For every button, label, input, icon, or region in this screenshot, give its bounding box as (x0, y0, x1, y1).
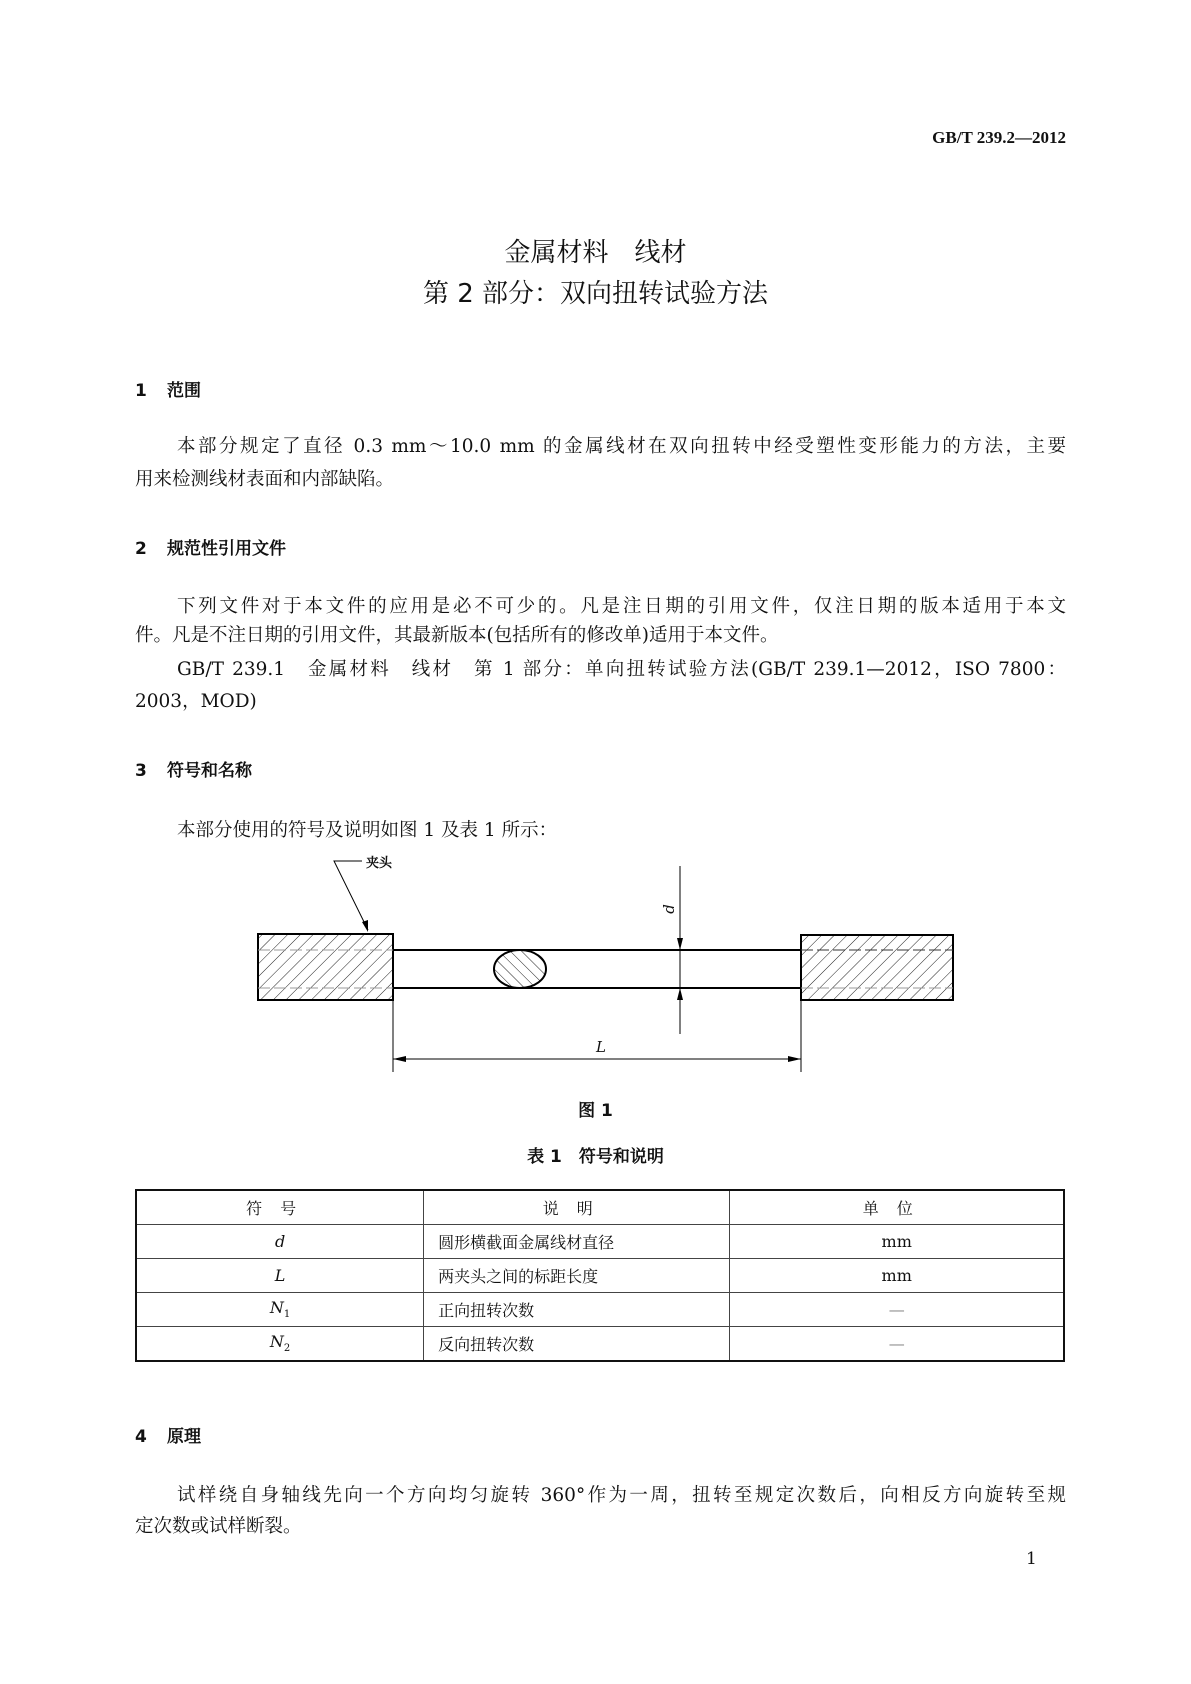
dim-d-label: d (659, 904, 678, 914)
right-grip (801, 935, 953, 1000)
grip-leader (334, 861, 368, 930)
unit-cell: — (730, 1293, 1064, 1327)
table-caption: 表 1 符号和说明 (527, 1147, 664, 1167)
paragraph-line: 件。凡是不注日期的引用文件，其最新版本(包括所有的修改单)适用于本文件。 (135, 625, 779, 646)
unit-cell: — (730, 1327, 1064, 1362)
section-2-heading: 2 规范性引用文件 (135, 539, 286, 559)
table-header-row (136, 1190, 1064, 1225)
paragraph-line: 2003，MOD) (135, 691, 257, 712)
paragraph-line: GB/T 239.1 金属材料 线材 第 1 部分：单向扭转试验方法(GB/T 239.1—2012，ISO 7800： (177, 659, 1066, 680)
symbol-cell: $N_2$ (136, 1327, 424, 1362)
table-row (136, 1293, 1064, 1327)
unit-cell: mm (730, 1225, 1064, 1259)
title-line-1: 金属材料 线材 (504, 238, 687, 268)
page-number: 1 (1026, 1549, 1037, 1569)
cross-section (494, 950, 546, 988)
figure-caption: 图 1 (578, 1101, 613, 1121)
title-line-2: 第 2 部分：双向扭转试验方法 (422, 279, 769, 309)
paragraph-line: 用来检测线材表面和内部缺陷。 (135, 469, 395, 490)
symbols-table (135, 1189, 1065, 1362)
unit-cell: mm (730, 1259, 1064, 1293)
left-grip (258, 934, 393, 1000)
table-row (136, 1327, 1064, 1362)
header-unit: 单位 (730, 1190, 1064, 1225)
description-cell: 两夹头之间的标距长度 (424, 1259, 730, 1293)
section-1-heading: 1 范围 (135, 381, 201, 401)
grip-label: 夹头 (366, 856, 393, 871)
table-row (136, 1259, 1064, 1293)
section-3-heading: 3 符号和名称 (135, 761, 252, 781)
paragraph-line: 下列文件对于本文件的应用是必不可少的。凡是注日期的引用文件，仅注日期的版本适用于本文 (177, 596, 1066, 617)
paragraph-line: 试样绕自身轴线先向一个方向均匀旋转 360°作为一周，扭转至规定次数后，向相反方向旋转至规 (177, 1485, 1066, 1506)
paragraph-line: 定次数或试样断裂。 (135, 1516, 302, 1537)
description-cell: 圆形横截面金属线材直径 (424, 1225, 730, 1259)
section-4-heading: 4 原理 (135, 1427, 201, 1447)
symbol-cell: $N_1$ (136, 1293, 424, 1327)
standard-code: GB/T 239.2—2012 (932, 128, 1066, 147)
description-cell: 反向扭转次数 (424, 1327, 730, 1362)
header-symbol: 符号 (136, 1190, 424, 1225)
paragraph-line: 本部分规定了直径 0.3 mm～10.0 mm 的金属线材在双向扭转中经受塑性变形能力的方法，主要 (177, 436, 1066, 457)
paragraph-line: 本部分使用的符号及说明如图 1 及表 1 所示： (177, 820, 558, 841)
symbol-cell: L (136, 1259, 424, 1293)
description-cell: 正向扭转次数 (424, 1293, 730, 1327)
header-description: 说明 (424, 1190, 730, 1225)
dim-L-label: L (596, 1038, 606, 1056)
symbol-cell: d (136, 1225, 424, 1259)
table-row (136, 1225, 1064, 1259)
